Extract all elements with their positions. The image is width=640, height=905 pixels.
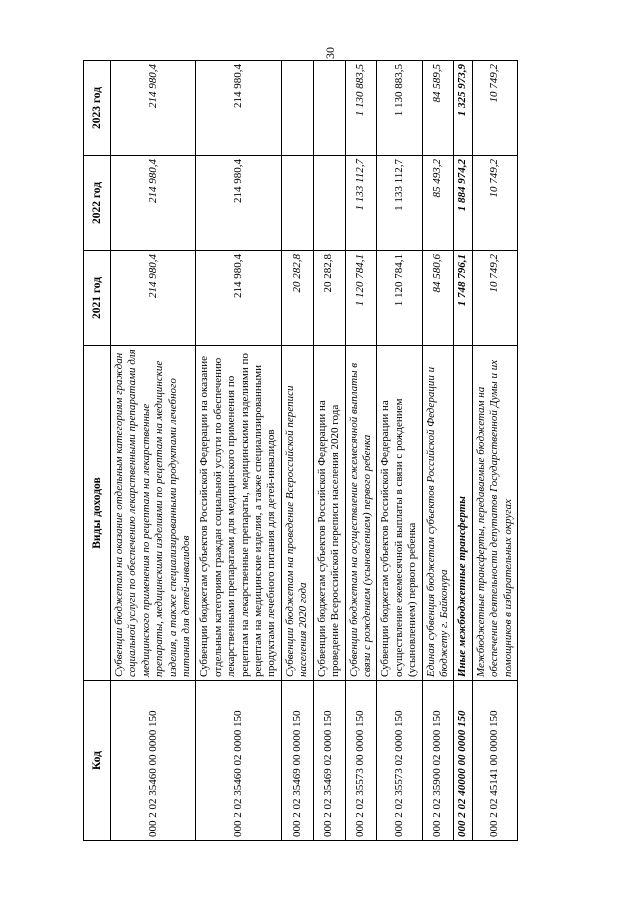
row-code: 000 2 02 35460 00 0000 150 — [111, 681, 196, 841]
row-code: 000 2 02 35469 02 0000 150 — [313, 681, 345, 841]
row-code: 000 2 02 40000 00 0000 150 — [454, 681, 472, 841]
row-name: Субвенции бюджетам на оказание отдельным категориям граждан социальной услуги по обеспечению лекарственными препаратами для медицинского применения по рецептам на лекарственные препараты, медицинскими изделиями по рецептам на медицинские изделия, а также специализированными продуктами лечебного питания для детей-инвалидов — [111, 346, 196, 681]
row-value-2022: 214 980,4 — [111, 156, 196, 251]
row-value-2021: 20 282,8 — [281, 251, 313, 346]
row-name: Субвенции бюджетам на проведение Всероссийской переписи населения 2020 года — [281, 346, 313, 681]
row-code: 000 2 02 35573 02 0000 150 — [377, 681, 422, 841]
row-value-2023: 214 980,4 — [196, 61, 281, 156]
row-value-2021: 1 120 784,1 — [377, 251, 422, 346]
row-value-2023: 1 130 883,5 — [377, 61, 422, 156]
header-code: Код — [84, 681, 111, 841]
row-code: 000 2 02 45141 00 0000 150 — [472, 681, 517, 841]
row-value-2022: 1 884 974,2 — [454, 156, 472, 251]
table-row — [454, 61, 472, 841]
row-value-2022: 1 133 112,7 — [345, 156, 377, 251]
row-value-2022: 10 749,2 — [472, 156, 517, 251]
row-name: Субвенции бюджетам на осуществление ежемесячной выплаты в связи с рождением (усыновлением) первого ребенка — [345, 346, 377, 681]
row-name: Субвенции бюджетам субъектов Российской Федерации на осуществление ежемесячной выплаты в связи с рождением (усыновлением) первого ребенка — [377, 346, 422, 681]
row-value-2023: 1 325 973,9 — [454, 61, 472, 156]
row-name: Единая субвенция бюджетам субъектов Российской Федерации и бюджету г. Байконура — [422, 346, 454, 681]
row-code: 000 2 02 35573 00 0000 150 — [345, 681, 377, 841]
row-value-2021: 84 580,6 — [422, 251, 454, 346]
table-row — [313, 61, 345, 841]
row-value-2022 — [281, 156, 313, 251]
table-header-row — [84, 61, 111, 841]
row-value-2022 — [313, 156, 345, 251]
table-row — [422, 61, 454, 841]
header-name: Виды доходов — [84, 346, 111, 681]
table-row — [111, 61, 196, 841]
table-row — [377, 61, 422, 841]
header-2022: 2022 год — [84, 156, 111, 251]
row-code: 000 2 02 35460 02 0000 150 — [196, 681, 281, 841]
row-value-2023 — [281, 61, 313, 156]
row-name: Межбюджетные трансферты, передаваемые бюджетам на обеспечение деятельности депутатов Государственной Думы и их помощников в избирательных округах — [472, 346, 517, 681]
table-row — [196, 61, 281, 841]
row-value-2023: 214 980,4 — [111, 61, 196, 156]
row-value-2022: 214 980,4 — [196, 156, 281, 251]
row-value-2021: 214 980,4 — [196, 251, 281, 346]
row-value-2021: 1 120 784,1 — [345, 251, 377, 346]
row-name: Иные межбюджетные трансферты — [454, 346, 472, 681]
row-value-2023: 10 749,2 — [472, 61, 517, 156]
page-number: 30 — [323, 47, 337, 59]
header-2021: 2021 год — [84, 251, 111, 346]
row-code: 000 2 02 35900 02 0000 150 — [422, 681, 454, 841]
row-value-2021: 20 282,8 — [313, 251, 345, 346]
row-value-2021: 1 748 796,1 — [454, 251, 472, 346]
row-value-2021: 214 980,4 — [111, 251, 196, 346]
revenue-table — [83, 60, 518, 841]
row-value-2021: 10 749,2 — [472, 251, 517, 346]
header-2023: 2023 год — [84, 61, 111, 156]
table-body — [111, 61, 518, 841]
table-row — [345, 61, 377, 841]
row-value-2023 — [313, 61, 345, 156]
row-name: Субвенции бюджетам субъектов Российской Федерации на проведение Всероссийской переписи населения 2020 года — [313, 346, 345, 681]
row-code: 000 2 02 35469 00 0000 150 — [281, 681, 313, 841]
row-name: Субвенции бюджетам субъектов Российской Федерации на оказание отдельным категориям граждан социальной услуги по обеспечению лекарственными препаратами для медицинского применения по рецептам на лекарственные препараты, медицинскими изделиями по рецептам на медицинские изделия, а также специализированными продуктами лечебного питания для детей-инвалидов — [196, 346, 281, 681]
rotated-table-container — [83, 61, 518, 841]
row-value-2023: 84 589,5 — [422, 61, 454, 156]
table-row — [281, 61, 313, 841]
row-value-2023: 1 130 883,5 — [345, 61, 377, 156]
row-value-2022: 1 133 112,7 — [377, 156, 422, 251]
row-value-2022: 85 493,2 — [422, 156, 454, 251]
table-row — [472, 61, 517, 841]
